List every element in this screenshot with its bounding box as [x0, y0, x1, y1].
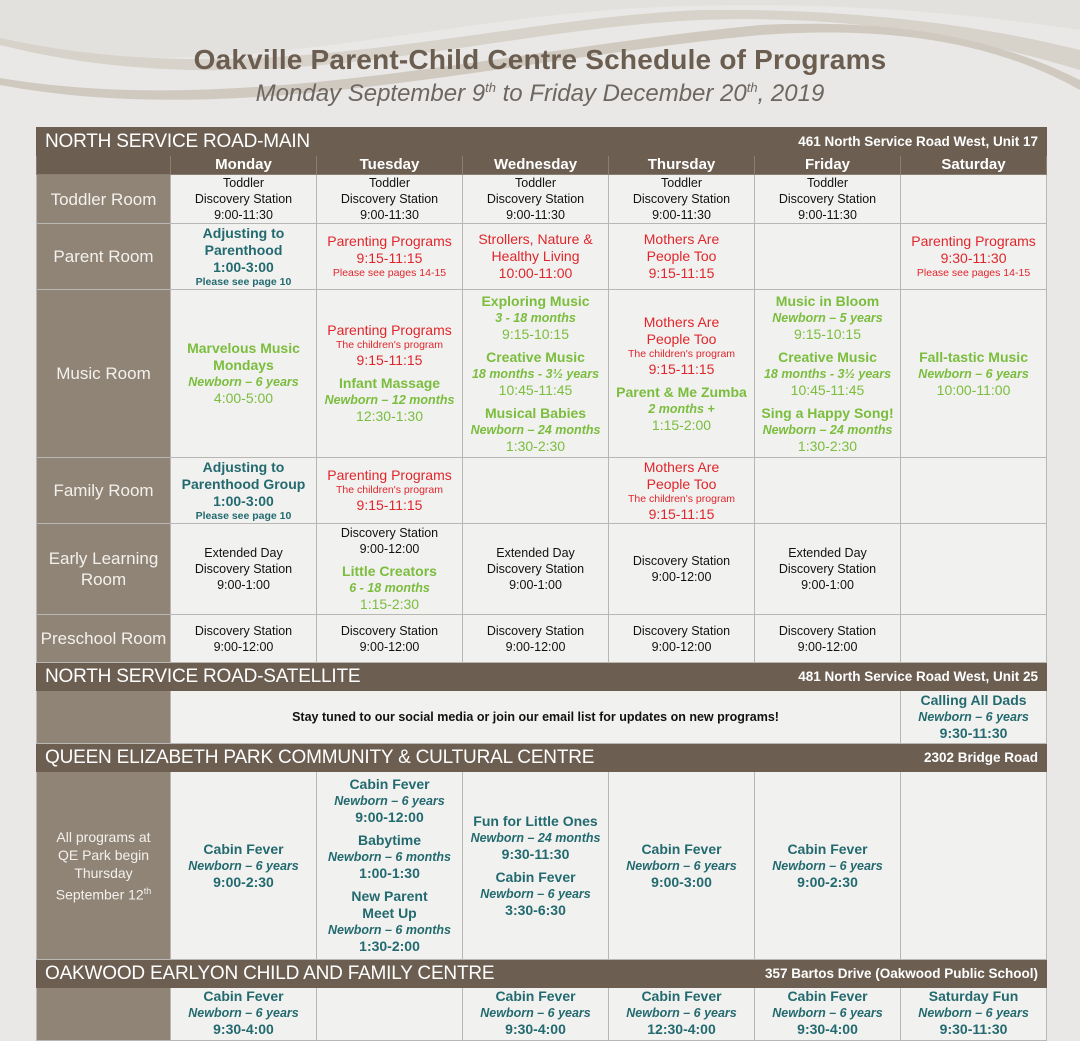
program-line: Music in Bloom: [775, 292, 880, 309]
program-line: Discovery Station: [486, 623, 585, 638]
day-friday: Friday: [755, 156, 901, 175]
program-line: 9:30-11:30: [940, 250, 1007, 266]
program-line: Parent & Me Zumba: [616, 383, 747, 400]
schedule-cell: [755, 175, 901, 224]
program-line: Newborn – 6 years: [626, 1006, 737, 1020]
program-line: 12:30-4:00: [647, 1021, 716, 1037]
schedule-cell: [171, 290, 317, 458]
program-line: Discovery Station: [194, 192, 293, 206]
day-header-blank: [37, 156, 171, 175]
program-line: People Too: [646, 248, 717, 264]
schedule-cell: [901, 772, 1047, 960]
schedule-cell: [463, 524, 609, 615]
room-label: [37, 988, 171, 1041]
program-line: Newborn – 12 months: [324, 393, 455, 407]
program-line: 9:15-11:15: [356, 497, 423, 513]
program-line: 9:00-11:30: [214, 208, 273, 222]
schedule-cell: [901, 691, 1047, 744]
program-line: Fall-tastic Music: [919, 348, 1028, 365]
qe-park-note: All programs at QE Park begin Thursday September 12th: [37, 772, 171, 960]
program-line: Please see pages 14-15: [916, 267, 1031, 279]
program-line: Newborn – 6 years: [918, 366, 1029, 381]
section-address: 357 Bartos Drive (Oakwood Public School): [755, 960, 1047, 988]
program-line: Cabin Fever: [203, 988, 284, 1004]
schedule-cell: [463, 224, 609, 290]
schedule-cell: [317, 615, 463, 663]
program-line: 9:30-11:30: [501, 845, 570, 862]
program-line: The children's program: [335, 484, 444, 496]
room-row-oakwood: [37, 988, 1047, 1041]
program-line: Discovery Station: [632, 623, 731, 638]
program-line: 9:00-12:00: [797, 639, 858, 654]
title-block: [0, 44, 1080, 108]
program-line: 2 months +: [648, 401, 715, 416]
program-line: Toddler: [369, 176, 410, 190]
schedule-cell: [609, 524, 755, 615]
program-line: 6 - 18 months: [349, 581, 430, 595]
schedule-cell: [901, 524, 1047, 615]
schedule-cell: [171, 524, 317, 615]
program-line: People Too: [646, 330, 717, 347]
program-line: Discovery Station: [340, 526, 439, 540]
schedule-cell: [755, 772, 901, 960]
program-line: Cabin Fever: [787, 840, 868, 857]
program-line: Mothers Are: [643, 458, 720, 475]
program-line: Discovery Station: [632, 554, 731, 568]
section-name: NORTH SERVICE ROAD-SATELLITE: [37, 663, 609, 691]
program-line: 9:00-12:00: [651, 639, 712, 654]
room-row-parent: [37, 224, 1047, 290]
program-line: Cabin Fever: [349, 776, 430, 792]
room-label: Preschool Room: [37, 615, 171, 663]
section-address: 2302 Bridge Road: [755, 744, 1047, 772]
schedule-cell: [171, 988, 317, 1041]
program-line: Meet Up: [362, 905, 417, 921]
program-line: 1:00-3:00: [213, 258, 274, 275]
program-line: 9:15-11:15: [648, 360, 715, 377]
program-line: 9:00-11:30: [652, 208, 711, 222]
day-monday: Monday: [171, 156, 317, 175]
program-line: 9:00-11:30: [798, 208, 857, 222]
program-line: Toddler: [807, 176, 849, 190]
program-line: 9:15-10:15: [502, 325, 569, 342]
program-line: Parenting Programs: [327, 233, 452, 249]
program-line: 9:30-11:30: [939, 1021, 1008, 1037]
schedule-cell: [171, 175, 317, 224]
program-line: Musical Babies: [484, 404, 587, 421]
program-line: Creative Music: [486, 348, 585, 365]
schedule-cell: [755, 224, 901, 290]
program-line: Newborn – 6 years: [480, 886, 591, 901]
program-line: Please see pages 14-15: [332, 267, 447, 279]
program-line: Parenthood: [204, 241, 283, 258]
day-header-row: [37, 156, 1047, 175]
program-line: Discovery Station: [778, 562, 877, 576]
room-label: Family Room: [37, 458, 171, 524]
section-header-main: [37, 128, 1047, 156]
program-line: New Parent: [351, 888, 428, 904]
program-line: Calling All Dads: [920, 692, 1027, 708]
program-line: The children's program: [335, 339, 444, 351]
program-line: 3 - 18 months: [495, 310, 576, 325]
schedule-cell: [463, 458, 609, 524]
section-header-oakwood: [37, 960, 1047, 988]
schedule-cell: [901, 175, 1047, 224]
section-name: QUEEN ELIZABETH PARK COMMUNITY & CULTURAL CENTRE: [37, 744, 755, 772]
schedule-cell: [609, 290, 755, 458]
program-line: Newborn – 6 years: [626, 858, 737, 873]
program-line: Fun for Little Ones: [473, 812, 598, 829]
schedule-cell: [755, 988, 901, 1041]
room-row-satellite: [37, 691, 1047, 744]
program-line: The children's program: [627, 347, 736, 360]
schedule-cell: [463, 175, 609, 224]
program-line: 9:00-2:30: [213, 873, 274, 890]
program-line: 4:00-5:00: [213, 390, 274, 406]
program-line: Newborn – 6 months: [328, 923, 451, 937]
program-line: 9:15-11:15: [648, 505, 715, 522]
room-label: Music Room: [37, 290, 171, 458]
program-line: 12:30-1:30: [356, 408, 423, 424]
program-line: Newborn – 24 months: [762, 422, 893, 437]
room-row-family: [37, 458, 1047, 524]
program-line: Newborn – 24 months: [470, 830, 601, 845]
program-line: 9:00-1:00: [509, 578, 562, 592]
room-label: Early Learning Room: [37, 524, 171, 615]
program-line: Toddler: [515, 176, 557, 190]
program-line: 9:00-12:00: [359, 542, 420, 556]
program-line: 9:00-12:00: [355, 809, 424, 825]
schedule-cell: [609, 224, 755, 290]
program-line: Cabin Fever: [787, 988, 868, 1004]
room-row-preschool: [37, 615, 1047, 663]
program-line: Please see page 10: [195, 509, 292, 522]
schedule-cell: [755, 290, 901, 458]
program-line: Discovery Station: [778, 623, 877, 638]
program-line: Marvelous Music: [187, 340, 300, 356]
schedule-cell: [171, 615, 317, 663]
program-line: Newborn – 6 years: [188, 858, 299, 873]
schedule-cell: [609, 988, 755, 1041]
program-line: Newborn – 6 years: [480, 1006, 591, 1020]
program-line: Newborn – 6 years: [188, 1006, 299, 1020]
program-line: 9:30-11:30: [939, 725, 1008, 741]
program-line: Cabin Fever: [495, 988, 576, 1004]
schedule-cell: [755, 615, 901, 663]
schedule-cell: [317, 458, 463, 524]
program-line: Babytime: [357, 832, 422, 848]
schedule-cell: [609, 772, 755, 960]
program-line: 9:15-11:15: [356, 250, 423, 266]
program-line: 9:00-12:00: [359, 639, 420, 654]
day-saturday: Saturday: [901, 156, 1047, 175]
program-line: 10:45-11:45: [498, 381, 573, 398]
program-line: Toddler: [223, 176, 264, 190]
room-row-music: [37, 290, 1047, 458]
program-line: Parenthood Group: [181, 475, 306, 492]
program-line: Discovery Station: [486, 192, 585, 206]
program-line: Newborn – 24 months: [470, 422, 601, 437]
schedule-cell: [317, 224, 463, 290]
program-line: Exploring Music: [481, 292, 590, 309]
program-line: Newborn – 6 years: [334, 794, 445, 808]
program-line: Newborn – 6 years: [772, 1006, 883, 1020]
page-subtitle: Monday September 9th to Friday December 20th, 2019: [255, 80, 825, 107]
program-line: 9:00-12:00: [213, 639, 274, 654]
program-line: 18 months - 3½ years: [763, 366, 892, 381]
program-line: 3:30-6:30: [505, 901, 566, 918]
program-line: 9:00-11:30: [506, 208, 565, 222]
schedule-cell: [755, 458, 901, 524]
schedule-cell: [317, 772, 463, 960]
schedule-cell: [317, 175, 463, 224]
program-line: 9:00-1:00: [801, 578, 854, 592]
program-line: Newborn – 5 years: [772, 310, 883, 325]
program-line: Cabin Fever: [641, 988, 722, 1004]
program-line: 1:30-2:00: [359, 938, 420, 954]
schedule-cell: [901, 458, 1047, 524]
room-label: [37, 691, 171, 744]
program-line: Please see page 10: [195, 275, 292, 288]
program-line: Parenting Programs: [327, 322, 452, 338]
schedule-cell: [317, 988, 463, 1041]
program-line: Mothers Are: [643, 313, 720, 330]
room-row-toddler: [37, 175, 1047, 224]
program-line: Newborn – 6 years: [918, 1006, 1029, 1020]
schedule-cell: [463, 615, 609, 663]
schedule-cell: [901, 224, 1047, 290]
section-address: 481 North Service Road West, Unit 25: [609, 663, 1047, 691]
day-tuesday: Tuesday: [317, 156, 463, 175]
page-title: Oakville Parent-Child Centre Schedule of Programs: [193, 44, 887, 75]
section-address: 461 North Service Road West, Unit 17: [463, 128, 1047, 156]
schedule-cell: [901, 615, 1047, 663]
day-thursday: Thursday: [609, 156, 755, 175]
program-line: Healthy Living: [491, 248, 580, 264]
program-line: 9:30-4:00: [505, 1021, 566, 1037]
schedule-cell: [171, 772, 317, 960]
program-line: 9:00-3:00: [651, 873, 712, 890]
program-line: 9:00-2:30: [797, 873, 858, 890]
program-line: 1:30-2:30: [505, 437, 566, 454]
program-line: People Too: [646, 475, 717, 492]
program-line: Infant Massage: [338, 375, 441, 391]
day-wednesday: Wednesday: [463, 156, 609, 175]
program-line: 9:00-1:00: [217, 578, 270, 592]
room-label: Toddler Room: [37, 175, 171, 224]
schedule-cell: [901, 988, 1047, 1041]
program-line: Newborn – 6 years: [188, 375, 299, 389]
program-line: Discovery Station: [194, 623, 293, 638]
program-line: 9:30-4:00: [797, 1021, 858, 1037]
program-line: 1:15-2:30: [359, 596, 420, 612]
program-line: 9:30-4:00: [213, 1021, 274, 1037]
schedule-cell: [463, 988, 609, 1041]
schedule-cell: [317, 290, 463, 458]
program-line: 1:00-3:00: [213, 492, 274, 509]
schedule-cell: [171, 458, 317, 524]
schedule-cell: [609, 175, 755, 224]
program-line: Discovery Station: [486, 562, 585, 576]
program-line: Saturday Fun: [928, 988, 1019, 1004]
program-line: Extended Day: [496, 546, 575, 560]
section-header-satellite: [37, 663, 1047, 691]
program-line: 9:15-10:15: [794, 325, 861, 342]
program-line: Toddler: [661, 176, 703, 190]
program-line: Cabin Fever: [641, 840, 722, 857]
program-line: 10:00-11:00: [936, 381, 1011, 398]
program-line: 18 months - 3½ years: [471, 366, 600, 381]
schedule-cell: [755, 524, 901, 615]
program-line: Discovery Station: [340, 192, 439, 206]
program-line: Cabin Fever: [203, 840, 284, 857]
room-row-qe-park: [37, 772, 1047, 960]
program-line: 9:00-12:00: [505, 639, 566, 654]
room-row-early-learning: [37, 524, 1047, 615]
program-line: 9:00-11:30: [360, 208, 419, 222]
program-line: Discovery Station: [778, 192, 877, 206]
program-line: Adjusting to: [202, 458, 285, 475]
program-line: 9:00-12:00: [651, 570, 712, 584]
program-line: Parenting Programs: [911, 233, 1036, 249]
schedule-cell: [609, 615, 755, 663]
schedule-cell: [463, 290, 609, 458]
program-line: Sing a Happy Song!: [761, 404, 894, 421]
program-line: Adjusting to: [202, 224, 285, 241]
schedule-cell: [171, 224, 317, 290]
program-line: Strollers, Nature &: [478, 231, 593, 247]
program-line: Creative Music: [778, 348, 877, 365]
program-line: Extended Day: [204, 546, 283, 560]
program-line: Parenting Programs: [327, 467, 452, 483]
program-line: 9:15-11:15: [356, 352, 423, 368]
schedule-cell: [463, 772, 609, 960]
program-line: Newborn – 6 years: [772, 858, 883, 873]
program-line: Newborn – 6 years: [918, 710, 1029, 724]
program-line: Newborn – 6 months: [328, 850, 451, 864]
program-line: 10:45-11:45: [790, 381, 865, 398]
program-line: Discovery Station: [340, 623, 439, 638]
program-line: The children's program: [627, 492, 736, 505]
program-line: Discovery Station: [194, 562, 293, 576]
program-line: 10:00-11:00: [498, 265, 573, 281]
schedule-table: [36, 127, 1047, 1041]
program-line: Extended Day: [788, 546, 867, 560]
section-name: NORTH SERVICE ROAD-MAIN: [37, 128, 463, 156]
program-line: 9:15-11:15: [648, 265, 715, 281]
schedule-cell: [317, 524, 463, 615]
section-name: OAKWOOD EARLYON CHILD AND FAMILY CENTRE: [37, 960, 755, 988]
room-label: Parent Room: [37, 224, 171, 290]
program-line: Cabin Fever: [495, 868, 576, 885]
program-line: Mothers Are: [643, 231, 720, 247]
program-line: Mondays: [213, 357, 274, 373]
program-line: Little Creators: [342, 563, 437, 579]
satellite-notice: Stay tuned to our social media or join our email list for updates on new programs!: [171, 691, 901, 744]
program-line: 1:15-2:00: [651, 416, 712, 433]
schedule-cell: [609, 458, 755, 524]
program-line: 1:30-2:30: [797, 437, 858, 454]
program-line: Discovery Station: [632, 192, 731, 206]
program-line: 1:00-1:30: [359, 865, 420, 881]
section-header-qe-park: [37, 744, 1047, 772]
schedule-cell: [901, 290, 1047, 458]
